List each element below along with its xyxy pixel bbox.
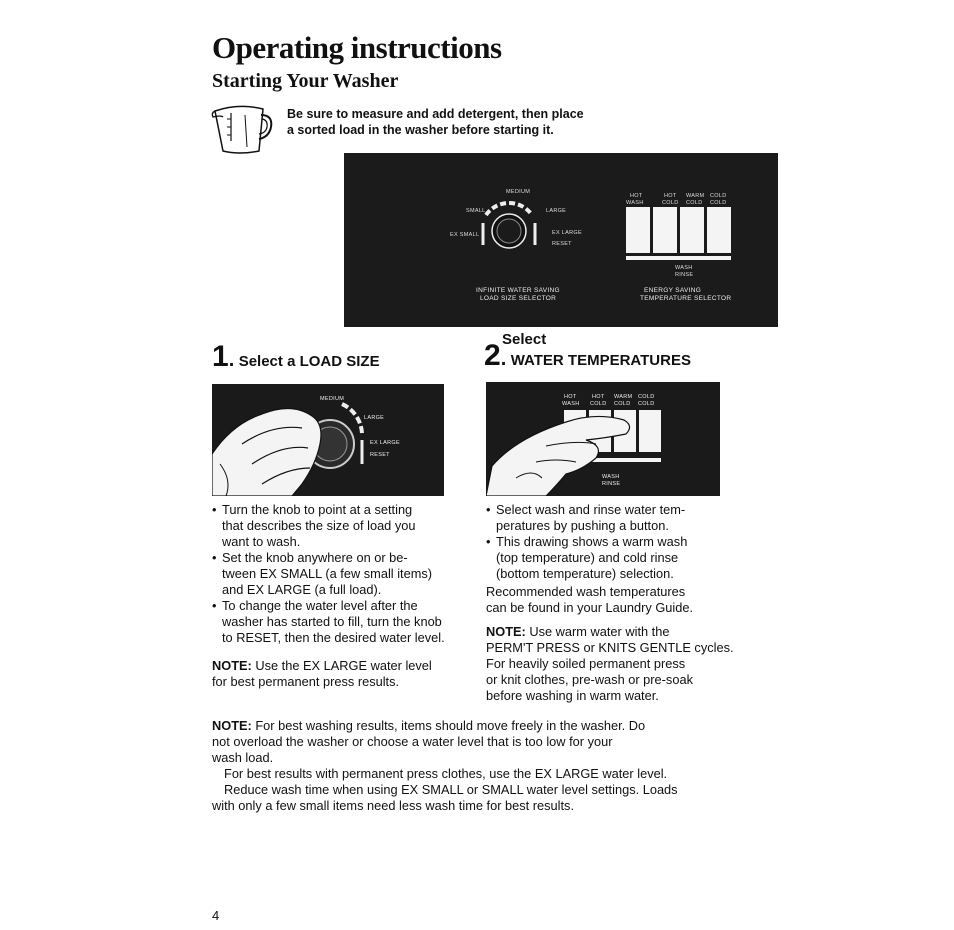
photo1-label-ex-large: EX LARGE	[370, 440, 400, 446]
temp-selector-caption-2: TEMPERATURE SELECTOR	[640, 295, 732, 302]
step-2-bullet: • This drawing shows a warm wash (top temperature) and cold rinse (bottom temperature) selection.	[486, 534, 736, 582]
temp-wash-label: WASH	[675, 265, 693, 271]
control-panel-image	[344, 153, 778, 327]
step-1-bullet: • Turn the knob to point at a setting that describes the size of load you want to wash.	[212, 502, 476, 550]
temp-col-3-bottom: COLD	[686, 200, 703, 206]
dial-label-ex-small: EX SMALL	[450, 232, 480, 238]
note-label: NOTE:	[212, 658, 252, 673]
photo2-col2-top: HOT	[592, 394, 605, 400]
dial-label-medium: MEDIUM	[506, 189, 531, 195]
note-label: NOTE:	[212, 718, 252, 733]
step-2-dot: .	[500, 348, 507, 370]
temp-indicator-bar	[626, 256, 731, 260]
step-1-number: 1	[212, 340, 229, 373]
photo1-label-medium: MEDIUM	[320, 396, 345, 402]
photo2-col4-top: COLD	[638, 394, 655, 400]
page-number: 4	[212, 908, 220, 923]
measuring-cup-icon	[209, 101, 277, 157]
temp-col-1-bottom: WASH	[626, 200, 644, 206]
temp-col-2-top: HOT	[664, 193, 677, 199]
load-selector-caption-1: INFINITE WATER SAVING	[476, 287, 560, 294]
note-label: NOTE:	[486, 624, 526, 639]
temp-button-3	[680, 207, 704, 253]
temp-rinse-label: RINSE	[675, 272, 694, 278]
load-size-dial-icon	[474, 193, 544, 263]
photo2-wash-label: WASH	[602, 474, 620, 480]
load-selector-caption-2: LOAD SIZE SELECTOR	[480, 295, 557, 302]
step-1-heading	[212, 340, 380, 374]
dial-label-ex-large: EX LARGE	[552, 230, 582, 236]
photo2-col4-bottom: COLD	[638, 401, 655, 407]
step-2-bullet: • Select wash and rinse water tem- peratures by pushing a button.	[486, 502, 736, 534]
temp-button-1	[626, 207, 650, 253]
step-2-paragraph: Recommended wash temperatures can be found in your Laundry Guide.	[486, 584, 694, 615]
step-1-instructions	[212, 502, 476, 690]
step-1-bullet: • To change the water level after the washer has started to fill, turn the knob to RESET, then the desired water level.	[212, 598, 476, 646]
photo2-col3-top: WARM	[614, 394, 633, 400]
step-1-note: NOTE: Use the EX LARGE water level for best permanent press results.	[212, 658, 432, 689]
footer-note: NOTE: For best washing results, items should move freely in the washer. Do not overload the washer or choose a water level that is too low for your wash load. For best results with permanent press clothes, use the EX LARGE water level. Reduce wash time when using EX SMALL or SMALL water level settings. Loads with only a few small items need less wash time for best results.	[212, 718, 678, 813]
photo2-col3-bottom: COLD	[614, 401, 631, 407]
load-size-hand-illustration	[212, 384, 444, 496]
photo2-col2-bottom: COLD	[590, 401, 607, 407]
intro-text	[287, 106, 584, 138]
temperature-hand-illustration	[486, 382, 720, 496]
dial-label-reset: RESET	[552, 241, 572, 247]
page-subtitle: Starting Your Washer	[212, 70, 399, 92]
page-title: Operating instructions	[212, 30, 502, 65]
step-2-note: NOTE: Use warm water with the PERM'T PRESS or KNITS GENTLE cycles. For heavily soiled permanent press or knit clothes, pre-wash or pre-soak before washing in warm water.	[486, 624, 734, 703]
photo1-label-large: LARGE	[364, 415, 385, 421]
intro-line: a sorted load in the washer before starting it.	[287, 123, 554, 137]
step-2-number: 2	[484, 339, 501, 372]
step-2-instructions	[486, 502, 736, 704]
step-1-label: Select a LOAD SIZE	[238, 353, 380, 370]
temp-selector-caption-1: ENERGY SAVING	[644, 287, 702, 294]
step-2-label-1: Select	[502, 331, 547, 348]
temp-col-1-top: HOT	[630, 193, 643, 199]
dial-label-large: LARGE	[546, 208, 567, 214]
temp-col-3-top: WARM	[686, 193, 705, 199]
temp-button-4	[707, 207, 731, 253]
step-1-dot: .	[228, 349, 235, 371]
temp-col-2-bottom: COLD	[662, 200, 679, 206]
photo2-col1-top: HOT	[564, 394, 577, 400]
photo2-rinse-label: RINSE	[602, 481, 621, 487]
temp-col-4-top: COLD	[710, 193, 727, 199]
photo2-col1-bottom: WASH	[562, 401, 580, 407]
temp-col-4-bottom: COLD	[710, 200, 727, 206]
temp-button-2	[653, 207, 677, 253]
step-1-bullet: • Set the knob anywhere on or be- tween EX SMALL (a few small items) and EX LARGE (a full load).	[212, 550, 476, 598]
intro-line: Be sure to measure and add detergent, then place	[287, 107, 584, 121]
step-2-label-2: WATER TEMPERATURES	[510, 352, 691, 369]
dial-label-small: SMALL	[466, 208, 486, 214]
photo1-label-reset: RESET	[370, 452, 390, 458]
